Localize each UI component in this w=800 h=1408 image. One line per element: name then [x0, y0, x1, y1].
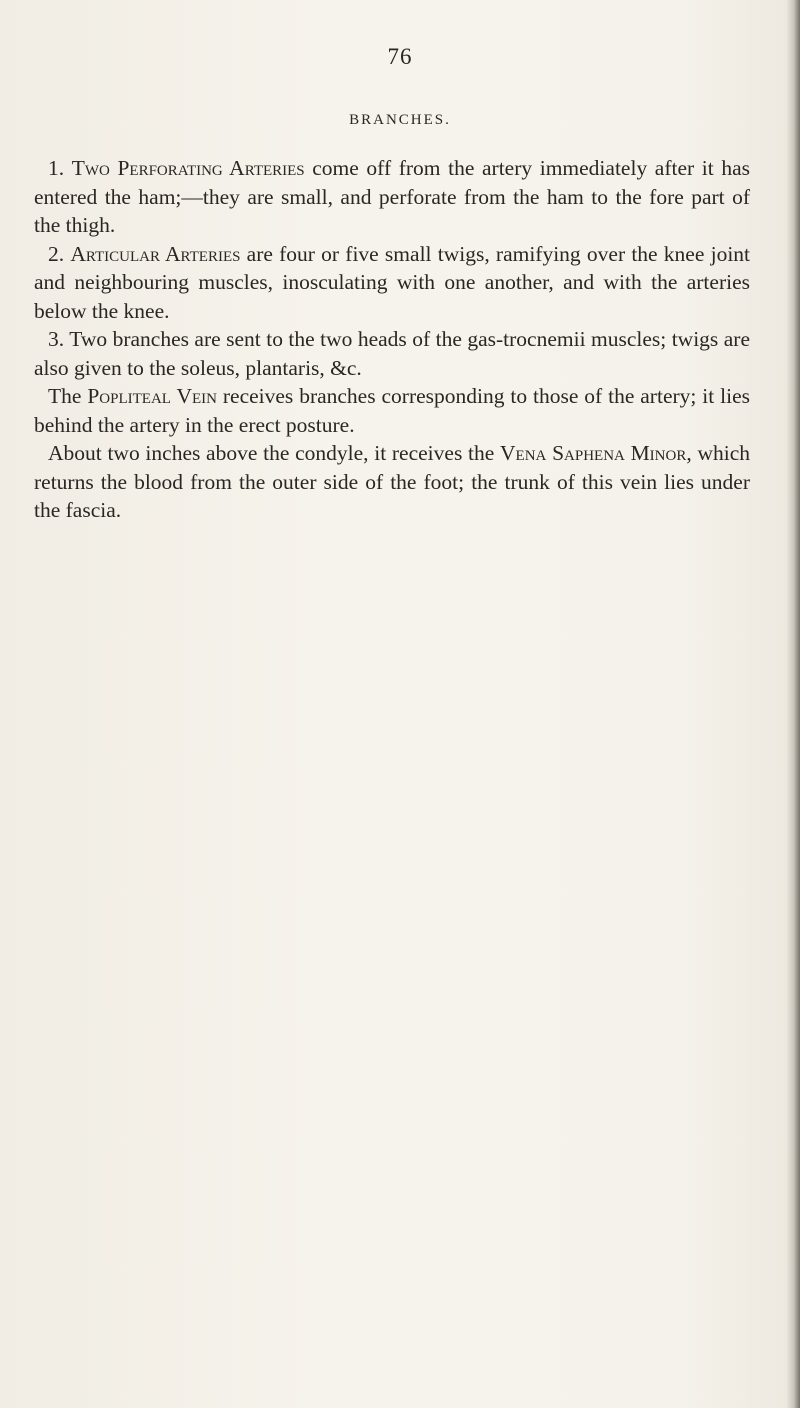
paragraph-vena-saphena-minor [34, 439, 750, 525]
term-articular-arteries: Articular Arteries [70, 241, 241, 266]
paragraph-number: 3. [48, 327, 65, 351]
paragraph-gastrocnemii-branches [34, 325, 750, 382]
paragraph-number: 2. [48, 241, 65, 266]
term-popliteal-vein: Popliteal Vein [87, 384, 217, 408]
paragraph-popliteal-vein [34, 382, 750, 439]
page-edge-shadow [786, 0, 800, 1408]
paragraph-text: Two branches are sent to the two heads of the gas-trocnemii muscles; twigs are also given to the soleus, plantaris, &c. [34, 327, 750, 380]
paragraph-articular-arteries [34, 240, 750, 326]
term-perforating-arteries: Two Perforating Arteries [71, 156, 305, 180]
page-number: 76 [387, 44, 413, 69]
body-text [34, 154, 750, 525]
paragraph-number: 1. [48, 156, 65, 180]
paragraph-text: are four or five small twigs, ramifying over the knee joint and neighbouring muscles, inosculating with one another, and with the arteries below the knee. [34, 241, 751, 323]
paragraph-text: receives branches corresponding to those of the artery; it lies behind the artery in the erect posture. [34, 384, 750, 437]
paragraph-perforating-arteries [34, 154, 750, 240]
paragraph-lead: About two inches above the condyle, it receives the [48, 441, 500, 465]
paragraph-text: which returns the blood from the outer side of the foot; the trunk of this vein lies under the fascia. [34, 441, 750, 522]
term-vena-saphena-minor: Vena Saphena Minor, [500, 441, 692, 465]
paragraph-text: come off from the artery immediately after it has entered the ham;—they are small, and perforate from the ham to the fore part of the thigh. [34, 156, 750, 237]
paragraph-lead: The [48, 384, 88, 408]
running-head: BRANCHES. [349, 112, 451, 128]
